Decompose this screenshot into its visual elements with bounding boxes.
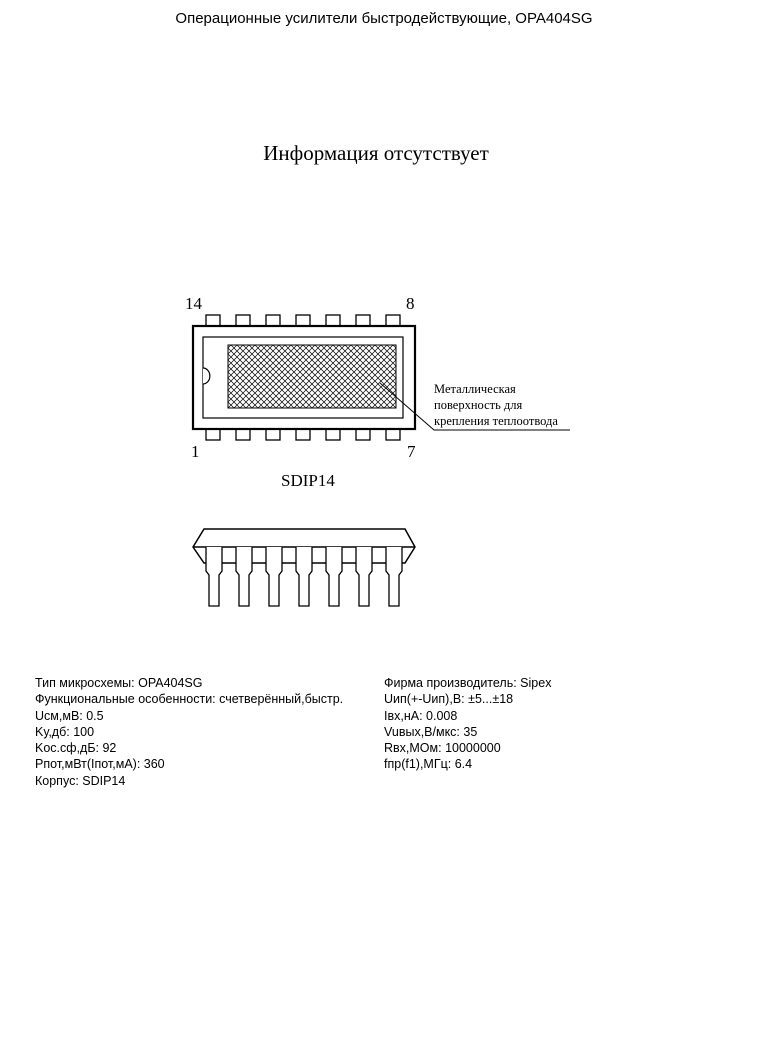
spec-chip-type: Тип микросхемы: OPA404SG xyxy=(35,676,203,690)
callout-line: поверхность для xyxy=(434,398,523,412)
spec-slew-rate: Vuвых,В/мкс: 35 xyxy=(384,724,478,739)
spec-power: Pпот,мВт(Iпот,мА): 360 xyxy=(35,757,165,772)
callout-line: крепления теплоотвода xyxy=(434,414,558,428)
spec-features: Функциональные особенности: счетверённый,быстр. xyxy=(35,692,344,707)
heatsink-callout xyxy=(434,381,558,429)
spec-offset-voltage: Uсм,мВ: 0.5 xyxy=(35,708,104,723)
spec-gain: Kу,дб: 100 xyxy=(35,724,95,739)
pin-label-14: 14 xyxy=(185,294,202,313)
spec-package: Корпус: SDIP14 xyxy=(35,773,126,788)
specs-right-column xyxy=(384,675,551,773)
pin-label-1: 1 xyxy=(191,442,200,461)
side-view-package xyxy=(193,529,415,606)
spec-cmrr: Kос.сф,дБ: 92 xyxy=(35,741,117,756)
pin-label-7: 7 xyxy=(407,442,416,461)
side-leads xyxy=(206,547,402,606)
spec-supply-voltage: Uип(+-Uип),В: ±5...±18 xyxy=(384,692,514,707)
page-title: Операционные усилители быстродействующие, OPA404SG xyxy=(175,10,593,27)
spec-bandwidth: fпр(f1),МГц: 6.4 xyxy=(384,757,473,772)
spec-input-resistance: Rвх,МОм: 10000000 xyxy=(384,741,501,756)
callout-line: Металлическая xyxy=(434,382,516,396)
spec-input-current: Iвх,нА: 0.008 xyxy=(384,708,458,723)
pin-label-8: 8 xyxy=(406,294,415,313)
package-name-label: SDIP14 xyxy=(281,471,335,490)
no-information-notice: Информация отсутствует xyxy=(263,141,489,165)
spec-manufacturer: Фирма производитель: Sipex xyxy=(384,676,552,690)
specs-left-column xyxy=(35,675,343,789)
heatsink-surface xyxy=(228,345,396,408)
